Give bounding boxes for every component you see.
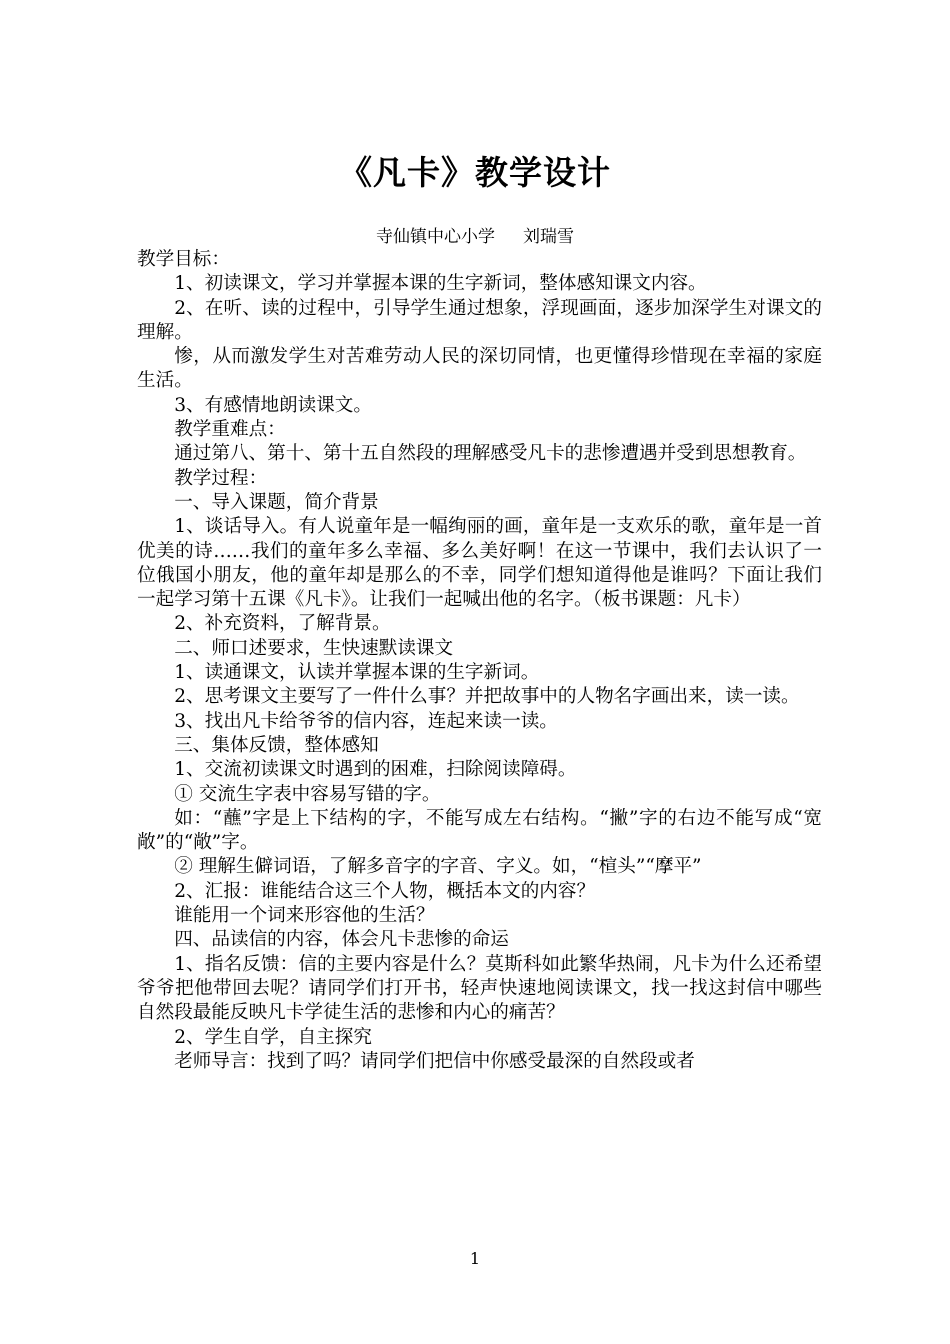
paragraph: 1、初读课文，学习并掌握本课的生字新词，整体感知课文内容。 — [174, 273, 707, 295]
paragraph: 教学重难点： — [174, 419, 286, 441]
paragraph: 老师导言：找到了吗？请同学们把信中你感受最深的自然段或者 — [174, 1050, 695, 1072]
paragraph: 1、谈话导入。有人说童年是一幅绚丽的画，童年是一支欢乐的歌，童年是一首优美的诗……我们的童年多么幸福、多么美好啊！在这一节课中，我们去认识了一位俄国小朋友，他的童年却是那么的不幸，同学们想知道得他是谁吗？下面让我们一起学习第十五课《凡卡》。让我们一起喊出他的名字。（板书课题：凡卡） — [137, 516, 822, 611]
paragraph: 二、师口述要求，生快速默读课文 — [174, 637, 454, 659]
paragraph: ② 理解生僻词语，了解多音字的字音、字义。如，“楦头”“摩平” — [174, 856, 702, 878]
paragraph: 1、读通课文，认读并掌握本课的生字新词。 — [174, 662, 540, 684]
paragraph: 2、在听、读的过程中，引导学生通过想象，浮现画面，逐步加深学生对课文的理解。 — [137, 297, 822, 343]
page-number: 1 — [469, 1249, 481, 1268]
paragraph: 1、指名反馈：信的主要内容是什么？莫斯科如此繁华热闹，凡卡为什么还希望爷爷把他带回去呢？请同学们打开书，轻声快速地阅读课文，找一找这封信中哪些自然段最能反映凡卡学徒生活的悲惨和内心的痛苦？ — [137, 953, 822, 1024]
paragraph: 2、思考课文主要写了一件什么事？并把故事中的人物名字画出来，读一读。 — [174, 686, 800, 708]
paragraph: ① 交流生字表中容易写错的字。 — [174, 783, 441, 805]
document-body — [137, 248, 822, 1074]
paragraph: 2、补充资料，了解背景。 — [174, 613, 391, 635]
paragraph: 惨，从而激发学生对苦难劳动人民的深切同情，也更懂得珍惜现在幸福的家庭生活。 — [137, 346, 822, 392]
paragraph: 谁能用一个词来形容他的生活？ — [174, 905, 435, 927]
paragraph: 3、找出凡卡给爷爷的信内容，连起来读一读。 — [174, 710, 558, 732]
paragraph: 教学过程： — [174, 467, 268, 489]
paragraph: 1、交流初读课文时遇到的困难，扫除阅读障碍。 — [174, 759, 577, 781]
paragraph: 三、集体反馈，整体感知 — [174, 734, 379, 756]
paragraph: 通过第八、第十、第十五自然段的理解感受凡卡的悲惨遭遇并受到思想教育。 — [174, 443, 807, 465]
school-name: 寺仙镇中心小学 — [376, 227, 495, 247]
paragraph: 四、品读信的内容，体会凡卡悲惨的命运 — [174, 929, 509, 951]
document-title: 《凡卡》教学设计 — [339, 153, 611, 193]
paragraph: 教学目标： — [137, 249, 230, 270]
paragraph: 一、导入课题，简介背景 — [174, 491, 379, 513]
author-line — [0, 225, 950, 249]
paragraph: 3、有感情地朗读课文。 — [174, 394, 372, 416]
paragraph: 如：“蘸”字是上下结构的字，不能写成左右结构。“撇”字的右边不能写成“宽敞”的“敞”字。 — [137, 807, 822, 854]
paragraph: 2、汇报：谁能结合这三个人物，概括本文的内容？ — [174, 880, 596, 902]
author-name: 刘瑞雪 — [523, 227, 574, 247]
paragraph: 2、学生自学，自主探究 — [174, 1026, 372, 1048]
